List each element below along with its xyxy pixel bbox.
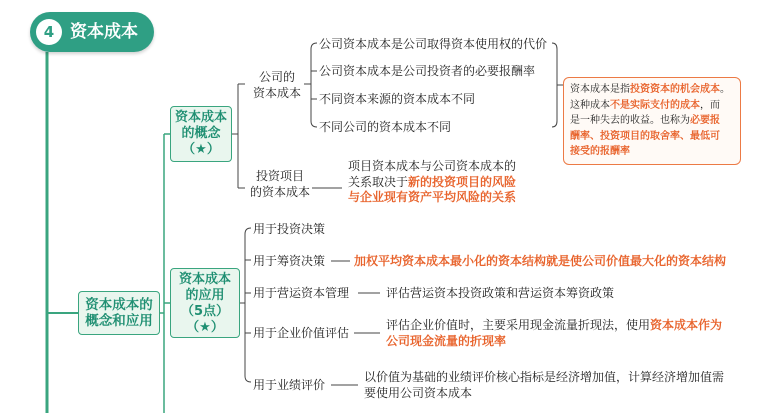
company-item-2: 公司资本成本是公司投资者的必要报酬率 [319,64,536,78]
company-item-1: 公司资本成本是公司取得资本使用权的代价 [319,37,548,51]
root-connector [160,134,170,413]
application-label-line3: （5点） [180,304,230,319]
valuation-note-line1: 评估企业价值时，主要采用现金流量折现法，使用资本成本作为 [386,318,723,332]
section-title: 资本成本 [70,22,138,42]
callout-line1: 资本成本是指投资资本的机会成本。 [570,84,730,95]
root-label-line2: 概念和应用 [85,313,153,329]
project-note-line1: 项目资本成本与公司资本成本的 [348,159,517,173]
project-cost-label-line1: 投资项目 [255,169,304,183]
application-label-line2: 的应用 [185,288,225,303]
app-working-label: 用于营运资本管理 [253,286,350,300]
app-performance-note [364,369,724,401]
company-cost-label-line2: 资本成本 [252,86,301,100]
application-bracket [240,228,251,382]
callout-bracket [552,43,563,127]
app-invest-label: 用于投资决策 [253,222,326,236]
performance-note-line1: 以价值为基础的业绩评价核心指标是经济增加值，计算经济增加值需 [364,370,725,384]
callout-line2: 这种成本不是实际支付的成本，而 [570,99,720,111]
company-item-3: 不同资本来源的资本成本不同 [319,92,476,106]
callout-line4: 酬率、投资项目的取舍率、最低可 [570,130,720,142]
project-note-line2: 关系取决于新的投资项目的风险 [348,174,517,189]
app-valuation-note [386,317,722,349]
concept-connector [232,84,245,188]
project-cost-label-line2: 的资本成本 [250,185,311,199]
app-finance-label: 用于筹资决策 [253,254,326,268]
concept-label-line3: （★） [182,142,220,157]
root-label-line1: 资本成本的 [85,297,153,313]
application-label-line4: （★） [186,320,224,335]
performance-note-line2: 要使用公司资本成本 [364,386,473,400]
company-item-4: 不同公司的资本成本不同 [319,120,452,134]
project-note-line3: 与企业现有资产平均风险的关系 [348,190,517,204]
app-performance-label: 用于业绩评价 [253,378,326,392]
concept-node [170,106,232,162]
callout-line5: 接受的报酬率 [570,146,630,157]
app-working-note: 评估营运资本投资政策和营运资本筹资政策 [386,286,615,300]
callout-line3: 是一种失去的收益。也称为必要报 [570,115,720,126]
valuation-note-line2: 公司现金流量的折现率 [386,334,507,348]
concept-label-line1: 资本成本 [174,110,227,125]
company-cost-node [252,69,302,101]
app-valuation-label: 用于企业价值评估 [253,326,350,340]
project-cost-note [348,159,516,206]
project-cost-node [250,168,310,200]
section-number-badge: 4 [36,19,62,45]
company-bracket [304,43,317,127]
company-cost-label-line1: 公司的 [258,70,295,84]
application-node [170,268,240,338]
application-label-line1: 资本成本 [178,272,231,287]
concept-label-line2: 的概念 [181,126,221,141]
definition-callout [563,77,741,165]
root-node [78,291,160,335]
app-finance-note: 加权平均资本成本最小化的资本结构就是使公司价值最大化的资本结构 [354,254,727,268]
